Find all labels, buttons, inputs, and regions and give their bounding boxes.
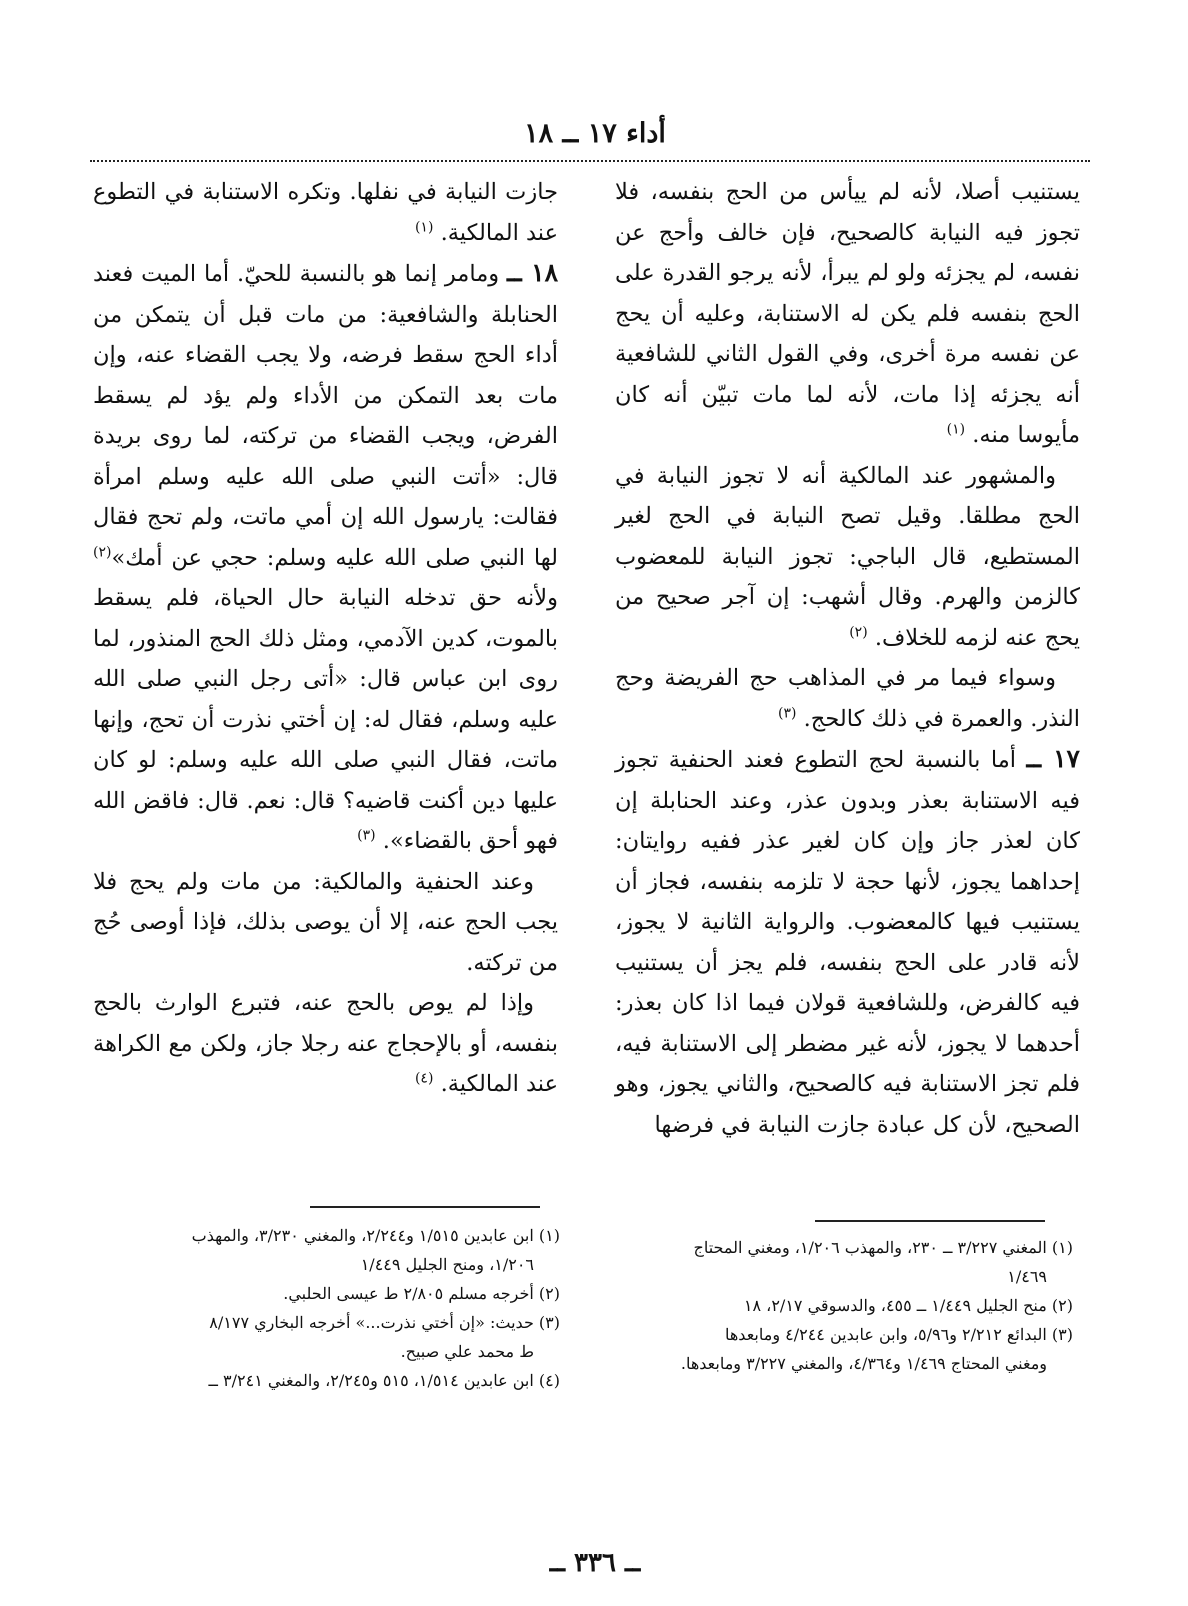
footnote-continuation: ط محمد علي صبيح.	[400, 1342, 534, 1361]
paragraph-text: ومامر إنما هو بالنسبة للحيّ. أما الميت فعند الحنابلة والشافعية: من مات قبل أن يتمكن من أداء الحج سقط فرضه، ولا يجب القضاء عنه، وإن مات بعد التمكن من الأداء ولم يؤد لم يسقط الفرض، ويجب القضاء من تركته، لما روى بريدة قال: «أتت النبي صلى الله عليه وسلم امرأة فقالت: يارسول الله إن أمي ماتت، ولم تحج فقال لها النبي صلى الله عليه وسلم: حجي عن أمك»	[93, 261, 558, 571]
paragraph-text: وعند الحنفية والمالكية: من مات ولم يحج فلا يجب الحج عنه، إلا أن يوصى بذلك، فإذا أوصى حُج من تركته.	[93, 868, 558, 976]
footnote: (٢) أخرجه مسلم ٢/٨٠٥ ط عيسى الحلبي.	[283, 1284, 560, 1303]
footnote-continuation: ١/٤٦٩	[1007, 1267, 1047, 1286]
footnote-ref: (٣)	[778, 705, 797, 721]
footnotes-right	[603, 1233, 1073, 1378]
footnote-ref: (٤)	[414, 1070, 434, 1087]
footnote-separator	[310, 1206, 540, 1208]
page-number: ــ ٣٣٦ ــ	[549, 1548, 641, 1578]
paragraph	[615, 658, 1080, 739]
paragraph	[93, 862, 558, 984]
paragraph	[93, 983, 558, 1105]
paragraph-text: والمشهور عند المالكية أنه لا تجوز النيابة في الحج مطلقا. وقيل تصح النيابة في الحج لغير المستطيع، قال الباجي: تجوز النيابة للمعضوب كالزمن والهرم. وقال أشهب: إن آجر صحيح من يحج عنه لزمه للخلاف.	[615, 462, 1080, 651]
footnote: (٣) البدائع ٢/٢١٢ و٥/٩٦، وابن عابدين ٤/٢٤٤ ومابعدها	[724, 1325, 1073, 1344]
paragraph-text: جازت النيابة في نفلها. وتكره الاستنابة في التطوع عند المالكية.	[93, 179, 558, 246]
paragraph-text: يستنيب أصلا، لأنه لم ييأس من الحج بنفسه، فلا تجوز فيه النيابة كالصحيح، فإن خالف وأحج عن نفسه، لم يجزئه ولو لم يبرأ، لأنه يرجو القدرة على الحج بنفسه فلم يكن له الاستنابة، وعليه أن يحج عن نفسه مرة أخرى، وفي القول الثاني للشافعية أنه يجزئه إذا مات، لأنه لما مات تبيّن أنه كان مأيوسا منه.	[615, 179, 1080, 448]
section-number: ١٨ ــ	[507, 258, 558, 287]
paragraph-text: ولأنه حق تدخله النيابة حال الحياة، فلم يسقط بالموت، كدين الآدمي، ومثل ذلك الحج المنذور، لما روى ابن عباس قال: «أتى رجل النبي صلى الله عليه وسلم، فقال له: إن أختي نذرت أن تحج، وإنها ماتت، فقال النبي صلى الله عليه وسلم: لو كان عليها دين أكنت قاضيه؟ قال: نعم. قال: فاقض الله فهو أحق بالقضاء».	[93, 585, 558, 854]
footnote: (١) ابن عابدين ١/٥١٥ و٢/٢٤٤، والمغني ٣/٢٣٠، والمهذب	[191, 1226, 560, 1245]
footnote-ref: (١)	[414, 219, 434, 235]
footnote-ref: (٣)	[357, 827, 376, 844]
paragraph-text: وسواء فيما مر في المذاهب حج الفريضة وحج النذر. والعمرة في ذلك كالحج.	[615, 665, 1080, 732]
footnotes-left	[90, 1221, 560, 1395]
section-number: ١٧ ــ	[1026, 744, 1080, 773]
header-dotted-rule	[90, 160, 1090, 162]
paragraph	[93, 172, 558, 253]
footnote-ref: (٢)	[93, 544, 112, 560]
footnote-ref: (١)	[946, 421, 966, 438]
footnote: (١) المغني ٣/٢٢٧ ــ ٢٣٠، والمهذب ١/٢٠٦، ومغني المحتاج	[693, 1238, 1073, 1257]
footnote: (٣) حديث: «إن أختي نذرت...» أخرجه البخاري ٨/١٧٧	[209, 1313, 560, 1332]
paragraph-text: وإذا لم يوص بالحج عنه، فتبرع الوارث بالحج بنفسه، أو بالإحجاج عنه رجلا جاز، ولكن مع الكراهة عند المالكية.	[93, 990, 558, 1097]
paragraph	[615, 456, 1080, 659]
paragraph	[93, 253, 558, 862]
left-column	[93, 172, 558, 1105]
running-header: أداء ١٧ ــ ١٨	[524, 118, 666, 149]
footnote-continuation: ١/٢٠٦، ومنح الجليل ١/٤٤٩	[360, 1255, 534, 1274]
paragraph-text: أما بالنسبة لحج التطوع فعند الحنفية تجوز فيه الاستنابة بعذر وبدون عذر، وعند الحنابلة إن كان لعذر جاز وإن كان لغير عذر ففيه روايتان: إحداهما يجوز، لأنها حجة لا تلزمه بنفسه، فجاز أن يستنيب فيها كالمعضوب. والرواية الثانية لا يجوز، لأنه قادر على الحج بنفسه، فلم يجز أن يستنيب فيه كالفرض، وللشافعية قولان فيما اذا كان بعذر: أحدهما لا يجوز، لأنه غير مضطر إلى الاستنابة فيه، فلم تجز الاستنابة فيه كالصحيح، والثاني يجوز، وهو الصحيح، لأن كل عبادة جازت النيابة في فرضها	[615, 747, 1080, 1138]
footnote-continuation: ومغني المحتاج ١/٤٦٩ و٤/٣٦٤، والمغني ٣/٢٢٧ ومابعدها.	[680, 1354, 1047, 1373]
right-column	[615, 172, 1080, 1145]
footnote-ref: (٢)	[849, 624, 868, 640]
footnote: (٢) منح الجليل ١/٤٤٩ ــ ٤٥٥، والدسوقي ٢/١٧، ١٨	[743, 1296, 1073, 1315]
paragraph	[615, 172, 1080, 456]
paragraph	[615, 739, 1080, 1145]
footnote: (٤) ابن عابدين ١/٥١٤، ٥١٥ و٢/٢٤٥، والمغني ٣/٢٤١ ــ	[208, 1371, 560, 1390]
footnote-separator	[815, 1220, 1045, 1222]
